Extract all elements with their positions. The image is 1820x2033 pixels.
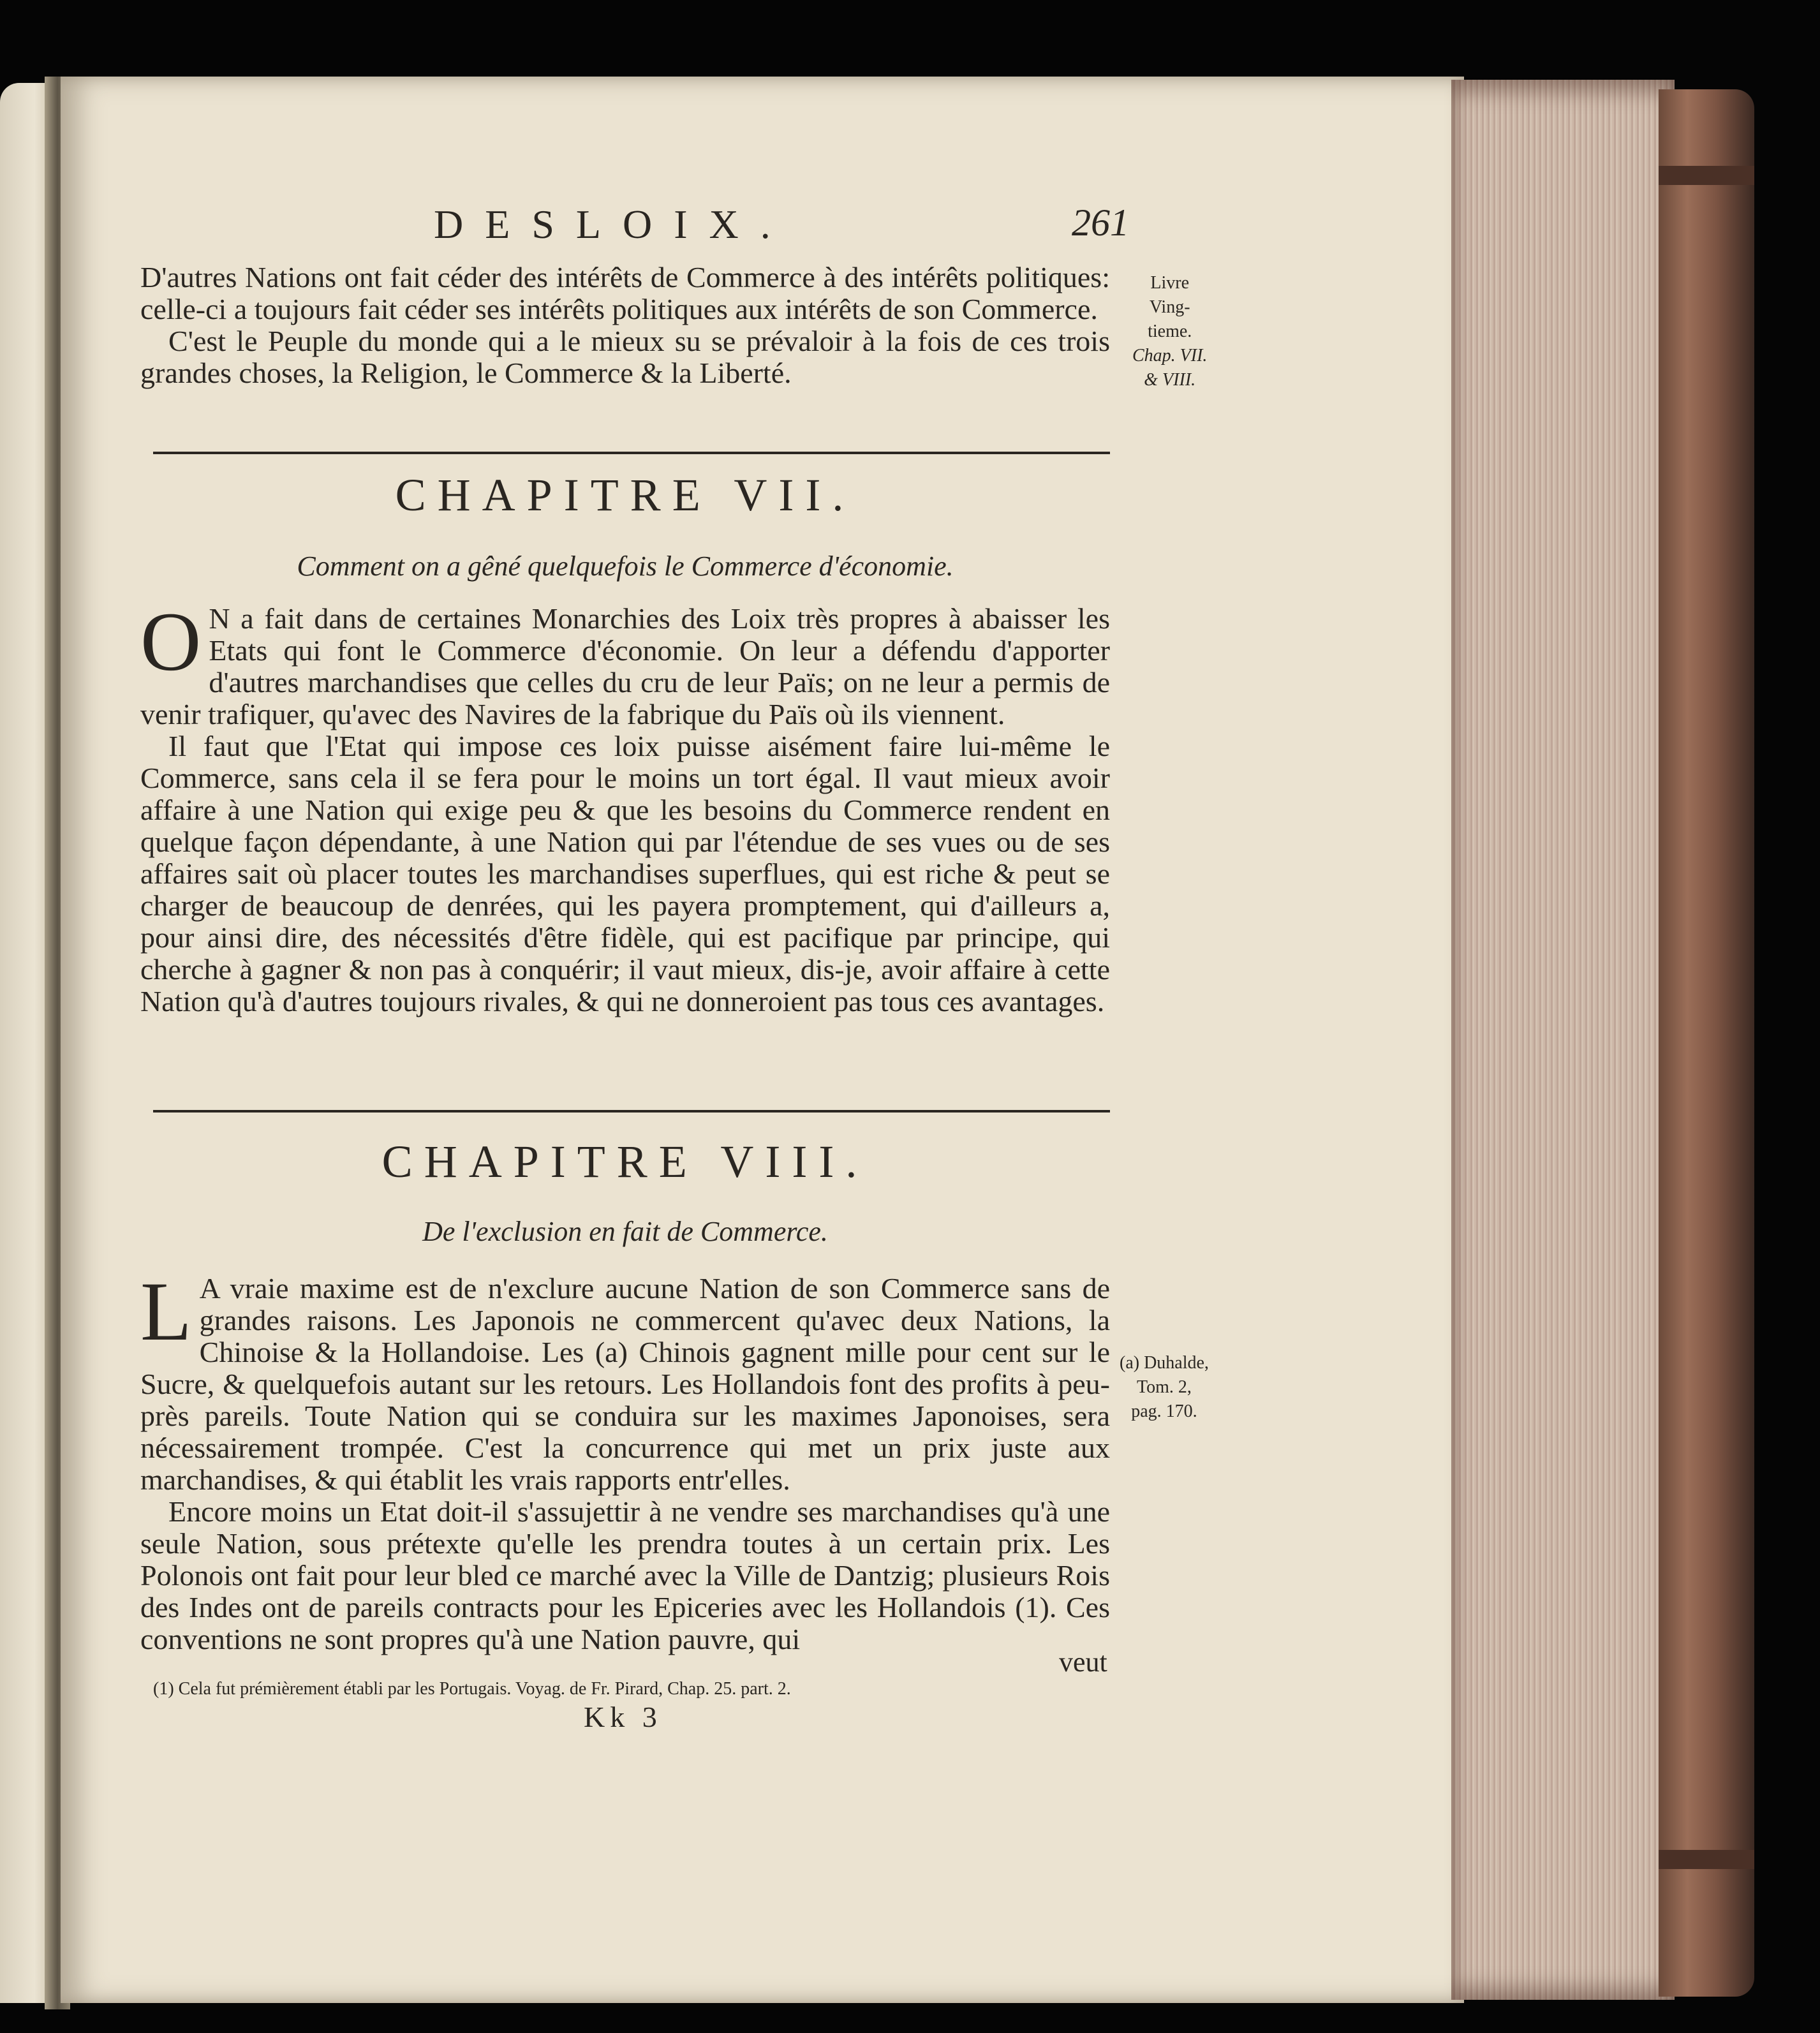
section-rule	[153, 1110, 1110, 1113]
chapter-8-body	[140, 1264, 1110, 1655]
running-head: DESLOIX.	[434, 202, 792, 247]
spine-band	[1659, 166, 1754, 185]
chapter-7-subtitle: Comment on a gêné quelquefois le Commerce d'économie.	[297, 551, 954, 582]
drop-cap: L	[140, 1264, 192, 1358]
intro-paragraph: D'autres Nations ont fait céder des intérêts de Commerce à des intérêts politiques: celle-ci a toujours fait céder ses intérêts politiques aux intérêts de son Commerce.	[140, 261, 1110, 325]
margin-book-note: Livre Ving- tieme. Chap. VII. & VIII.	[1132, 273, 1208, 390]
chapter-8-paragraph-1: L A vraie maxime est de n'exclure aucune Nation de son Commerce sans de grandes raisons. Les Japonois ne commercent qu'avec deux Nations, la Chinoise & la Hollandoise. Les (a) Chinois gagnent mille pour cent sur le Sucre, & quelquefois autant sur les retours. Les Hollandois font des profits à peu-près pareils. Toute Nation qui se conduira sur les maximes Japonoises, sera nécessairement trompée. C'est la concurrence qui met un prix juste aux marchandises, & qui établit les vrais rapports entr'elles.	[140, 1264, 1110, 1496]
chapter-7-paragraph-1: O N a fait dans de certaines Monarchies des Loix très propres à abaisser les Etats qui font le Commerce d'économie. On leur a défendu d'apporter d'autres marchandises que celles du cru de leur Païs; on ne leur a permis de venir trafiquer, qu'avec des Navires de la fabrique du Païs où ils viennent.	[140, 595, 1110, 730]
footnote: (1) Cela fut prémièrement établi par les Portugais. Voyag. de Fr. Pirard, Chap. 25. part. 2.	[153, 1679, 791, 1699]
page-block-edges	[1451, 80, 1675, 2000]
chapter-7-title: CHAPITRE VII.	[395, 469, 855, 521]
intro-text	[140, 262, 1110, 389]
chapter-8-title: CHAPITRE VIII.	[381, 1136, 869, 1187]
drop-cap: O	[140, 595, 202, 688]
catchword: veut	[1059, 1646, 1107, 1678]
chapter-8-subtitle: De l'exclusion en fait de Commerce.	[422, 1216, 828, 1247]
margin-footnote-a: (a) Duhalde, Tom. 2, pag. 170.	[1120, 1353, 1209, 1421]
chapter-7-paragraph-2: Il faut que l'Etat qui impose ces loix puisse aisément faire lui-même le Commerce, sans cela il se fera pour le moins un tort égal. Il vaut mieux avoir affaire à une Nation qui exige peu & que les besoins du Commerce rendent en quelque façon dépendante, à une Nation qui par l'étendue de ses vues ou de ses affaires sait où placer toutes les marchandises superflues, qui est riche & peut se charger de beaucoup de denrées, qui les payera promptement, qui d'ailleurs a, pour ainsi dire, des nécessités d'être fidèle, qui est pacifique par principe, qui cherche à gagner & non pas à conquérir; il vaut mieux, dis-je, avoir affaire à cette Nation qu'à d'autres toujours rivales, & qui ne donneroient pas tous ces avantages.	[140, 730, 1110, 1017]
page-number: 261	[1072, 202, 1129, 244]
section-rule	[153, 452, 1110, 454]
intro-paragraph: C'est le Peuple du monde qui a le mieux su se prévaloir à la fois de ces trois grandes choses, la Religion, le Commerce & la Liberté.	[140, 325, 1110, 389]
signature-mark: Kk 3	[584, 1701, 662, 1733]
spine-band	[1659, 1850, 1754, 1869]
chapter-8-paragraph-2: Encore moins un Etat doit-il s'assujettir à ne vendre ses marchandises qu'à une seule Nation, sous prétexte qu'elle les prendra toutes à un certain prix. Les Polonois ont fait pour leur bled ce marché avec la Ville de Dantzig; plusieurs Rois des Indes ont de pareils contracts pour les Epiceries avec les Hollandois (1). Ces conventions ne sont propres qu'à une Nation pauvre, qui	[140, 1495, 1110, 1655]
chapter-7-body	[140, 595, 1110, 1017]
book-cover	[1659, 89, 1754, 1997]
